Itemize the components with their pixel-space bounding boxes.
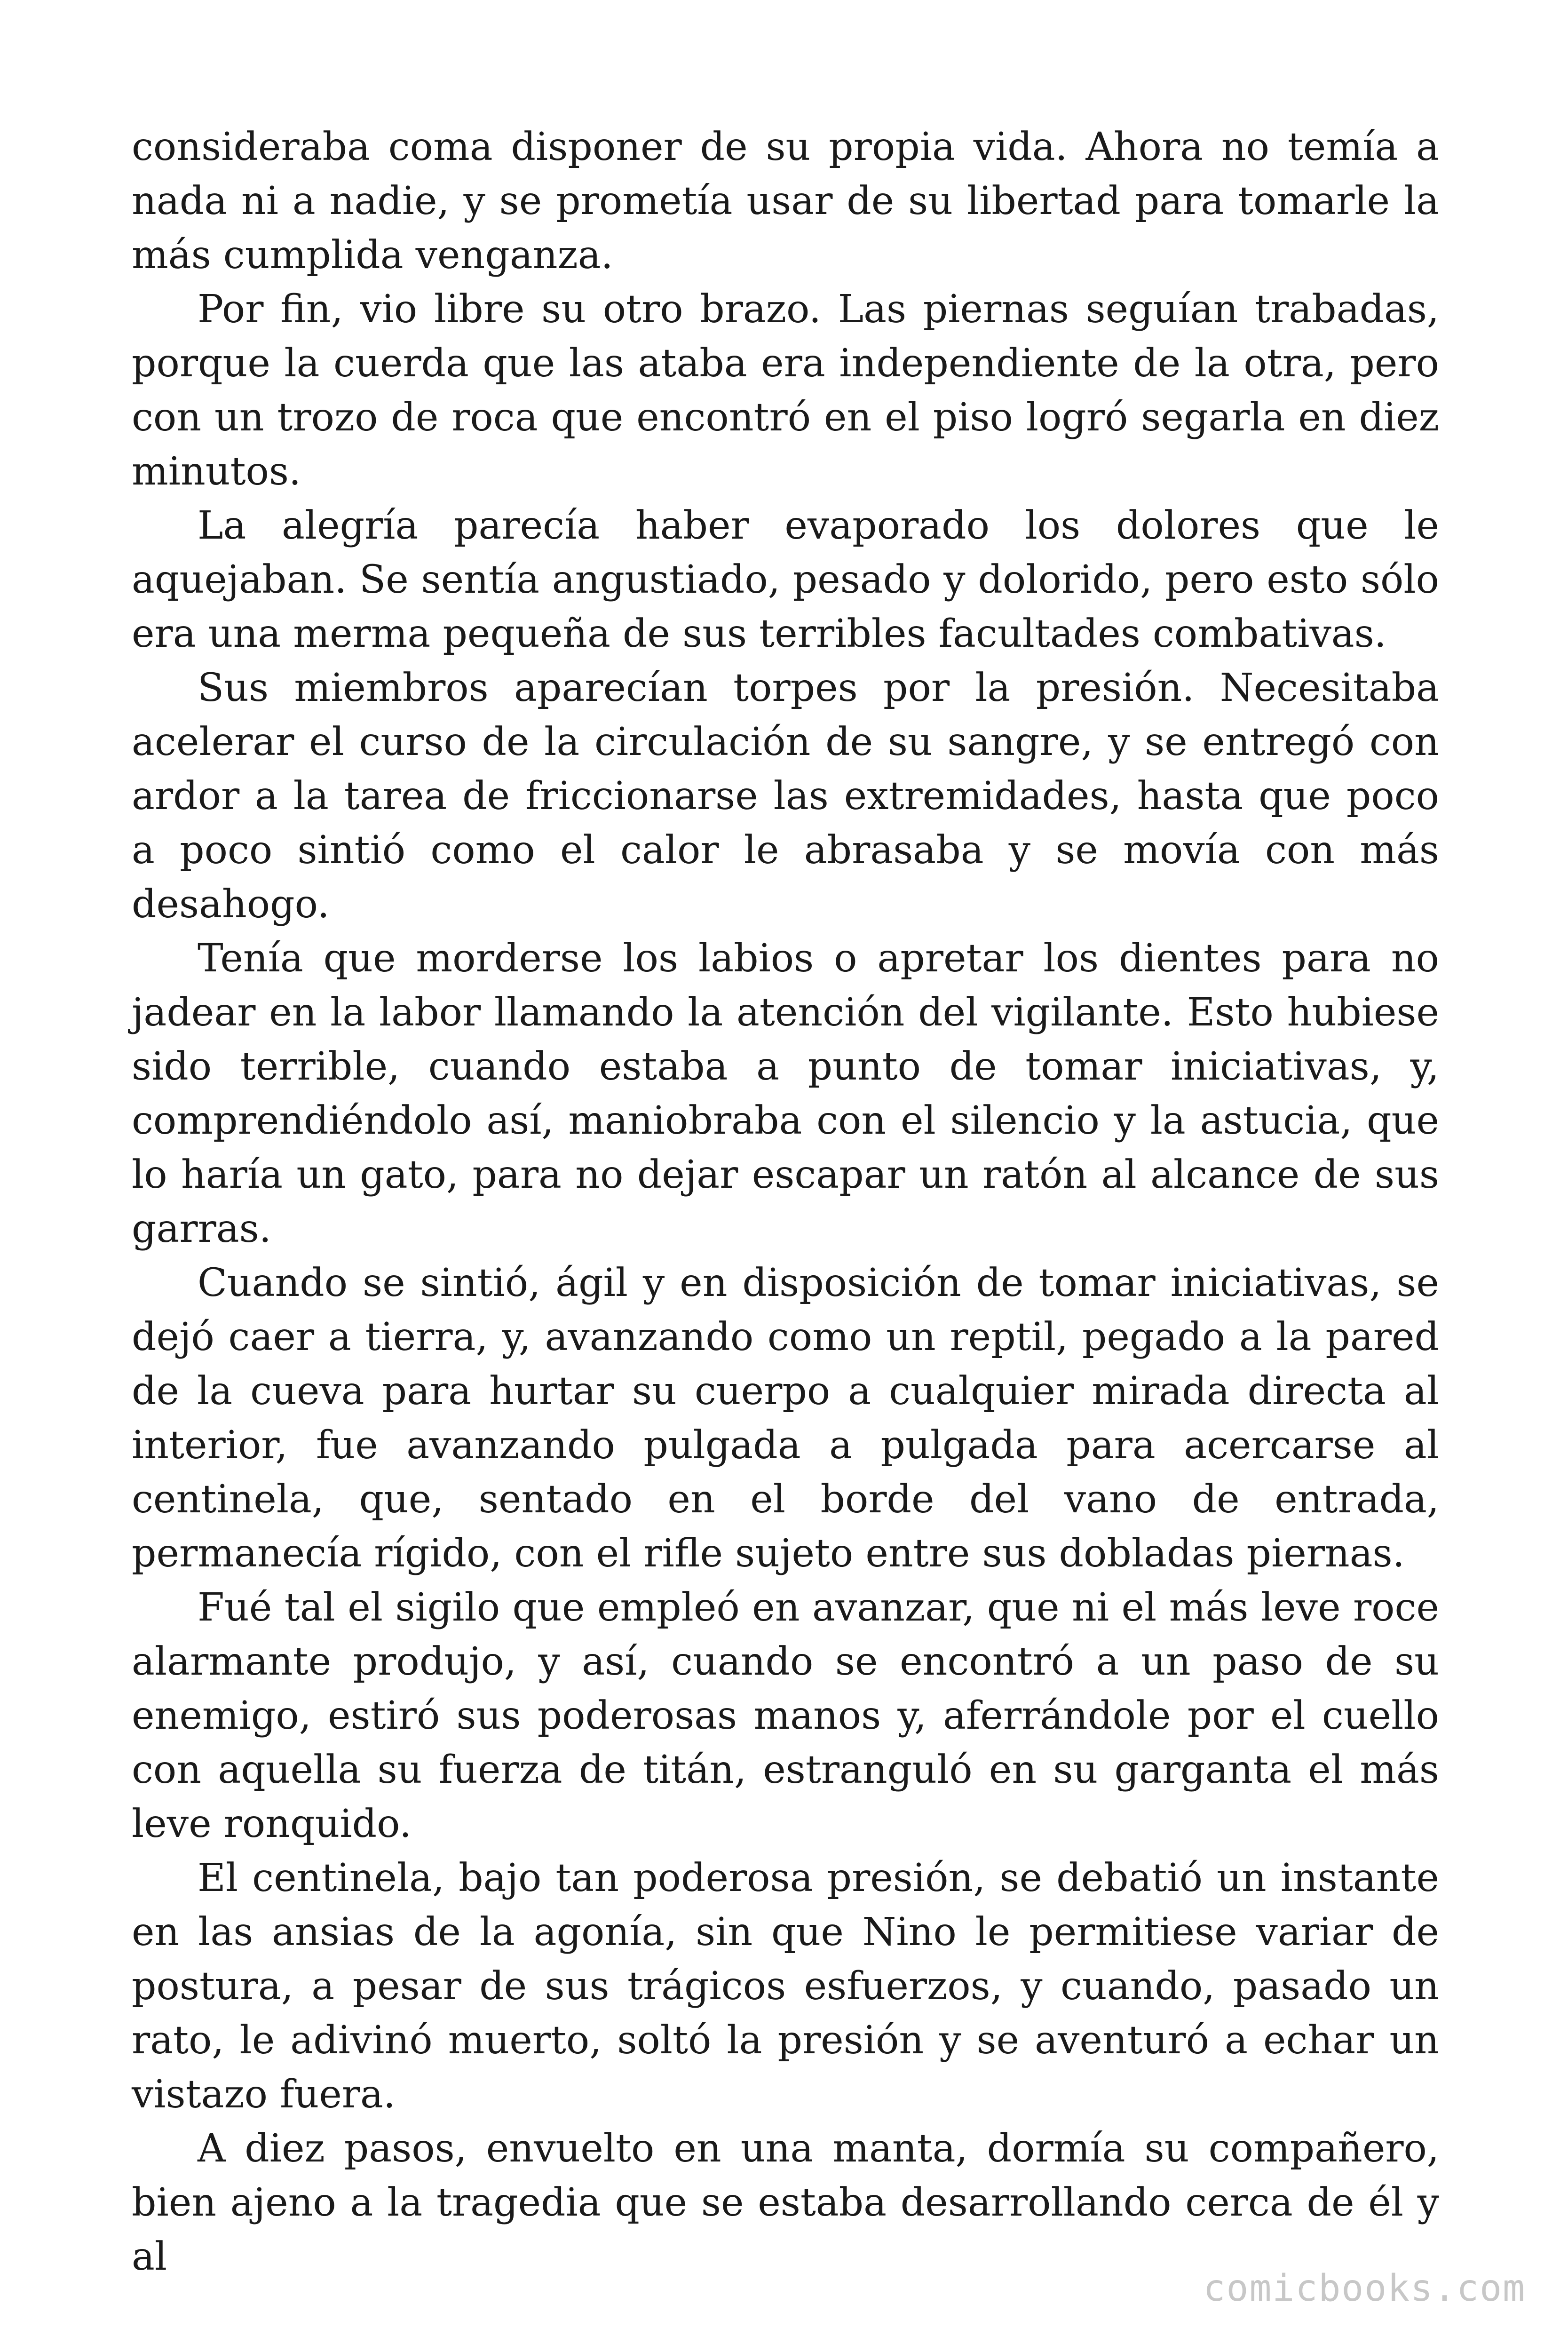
paragraph: Tenía que morderse los labios o apretar los dientes para no jadear en la labor llamando la atención del vigilante. Esto hubiese sido terrible, cuando estaba a punto de tomar iniciativas, y, comprendiéndolo así, maniobraba con el silencio y la astucia, que lo haría un gato, para no dejar escapar un ratón al alcance de sus garras.	[132, 936, 1439, 1251]
paragraph: Fué tal el sigilo que empleó en avanzar, que ni el más leve roce alarmante produjo, y así, cuando se encontró a un paso de su enemigo, estiró sus poderosas manos y, aferrándole por el cuello con aquella su fuerza de titán, estranguló en su garganta el más leve ronquido.	[132, 1585, 1439, 1846]
paragraph: El centinela, bajo tan poderosa presión, se debatió un instante en las ansias de la agonía, sin que Nino le permitiese variar de postura, a pesar de sus trágicos esfuerzos, y cuando, pasado un rato, le adivinó muerto, soltó la presión y se aventuró a echar un vistazo fuera.	[132, 1856, 1439, 2117]
paragraph: Sus miembros aparecían torpes por la presión. Necesitaba acelerar el curso de la circulación de su sangre, y se entregó con ardor a la tarea de friccionarse las extremidades, hasta que poco a poco sintió como el calor le abrasaba y se movía con más desahogo.	[132, 666, 1439, 927]
paragraph: La alegría parecía haber evaporado los dolores que le aquejaban. Se sentía angustiado, pesado y dolorido, pero esto sólo era una merma pequeña de sus terribles facultades combativas.	[132, 503, 1439, 656]
paragraph-continuation: consideraba coma disponer de su propia vida. Ahora no temía a nada ni a nadie, y se prometía usar de su libertad para tomarle la más cumplida venganza.	[132, 125, 1439, 278]
paragraph: A diez pasos, envuelto en una manta, dormía su compañero, bien ajeno a la tragedia que se estaba desarrollando cerca de él y al	[132, 2126, 1439, 2279]
paragraph: Por fin, vio libre su otro brazo. Las piernas seguían trabadas, porque la cuerda que las ataba era independiente de la otra, pero con un trozo de roca que encontró en el piso logró segarla en diez minutos.	[132, 287, 1439, 494]
book-page-text	[132, 120, 1439, 2284]
paragraph: Cuando se sintió, ágil y en disposición de tomar iniciativas, se dejó caer a tierra, y, avanzando como un reptil, pegado a la pared de la cueva para hurtar su cuerpo a cualquier mirada directa al interior, fue avanzando pulgada a pulgada para acercarse al centinela, que, sentado en el borde del vano de entrada, permanecía rígido, con el rifle sujeto entre sus dobladas piernas.	[132, 1261, 1439, 1576]
site-watermark: comicbooks.com	[1203, 2267, 1526, 2310]
